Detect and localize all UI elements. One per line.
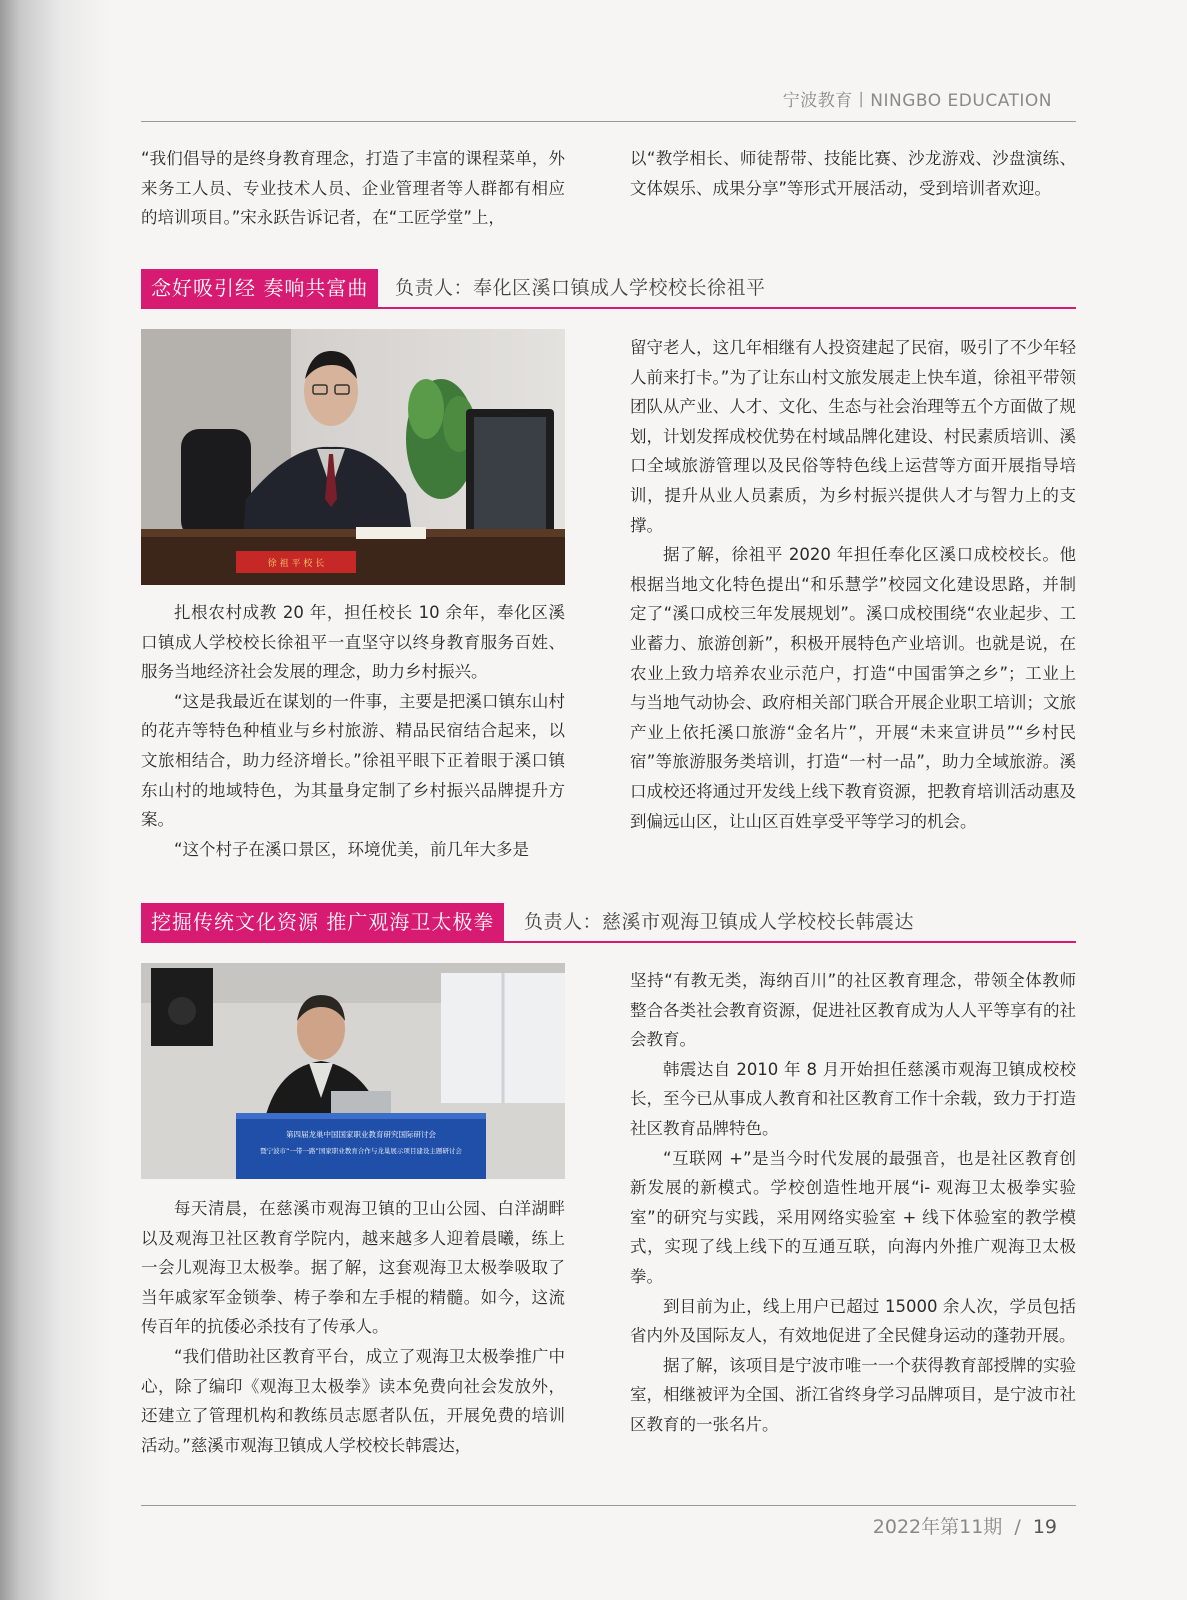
footer-divider [141, 1505, 1076, 1506]
podium-banner-line2: 暨宁波市“一带一路”国家职业教育合作与龙巢展示项目建设主题研讨会 [260, 1147, 462, 1155]
page-edge-shadow [0, 0, 110, 1600]
section2-right-paragraph: 据了解，该项目是宁波市唯一一个获得教育部授牌的实验室，相继被评为全国、浙江省终身学习品牌项目，是宁波市社区教育的一张名片。 [630, 1355, 1076, 1434]
intro-right-column [630, 144, 1076, 203]
section2-right-paragraph: 韩震达自 2010 年 8 月开始担任慈溪市观海卫镇成校校长，至今已从事成人教育和社区教育工作十余载，致力于打造社区教育品牌特色。 [630, 1059, 1076, 1138]
section2-right-continuation: 坚持“有教无类，海纳百川”的社区教育理念，带领全体教师整合各类社会教育资源，促进社区教育成为人人平等享有的社会教育。 [630, 971, 1076, 1050]
section1-right-continuation: 留守老人，这几年相继有人投资建起了民宿，吸引了不少年轻人前来打卡。”为了让东山村文旅发展走上快车道，徐祖平带领团队从产业、人才、文化、生态与社会治理等五个方面做了规划，计划发挥成校优势在村域品牌化建设、村民素质培训、溪口全域旅游管理以及民俗等特色线上运营等方面开展指导培训，提升从业人员素质，为乡村振兴提供人才与智力上的支撑。 [630, 338, 1076, 535]
section2-right-paragraph: 到目前为止，线上用户已超过 15000 余人次，学员包括省内外及国际友人，有效地促进了全民健身运动的蓬勃开展。 [630, 1296, 1076, 1346]
photo-han-zhenda [141, 963, 565, 1179]
page-footer [873, 1512, 1057, 1539]
section1-title: 念好吸引经 奏响共富曲 [141, 269, 378, 307]
section2-lead: 负责人：慈溪市观海卫镇成人学校校长韩震达 [524, 911, 915, 933]
section2-left-paragraph: “我们借助社区教育平台，成立了观海卫太极拳推广中心，除了编印《观海卫太极拳》读本免费向社会发放外，还建立了管理机构和教练员志愿者队伍，开展免费的培训活动。”慈溪市观海卫镇成人学校校长韩震达， [141, 1346, 565, 1455]
section2-right-column [630, 966, 1076, 1440]
speaker-podium-image [141, 963, 565, 1179]
section1-left-paragraph: “这个村子在溪口景区，环境优美，前几年大多是 [174, 839, 530, 859]
section1-heading-bar [141, 269, 1076, 309]
section1-left-paragraph: 扎根农村成教 20 年，担任校长 10 余年，奉化区溪口镇成人学校校长徐祖平一直坚守以终身教育服务百姓、服务当地经济社会发展的理念，助力乡村振兴。 [141, 603, 565, 682]
nameplate-text: 徐 祖 平 校 长 [267, 559, 325, 569]
podium-banner-line1: 第四届龙巢中国国家职业教育研究国际研讨会 [286, 1130, 436, 1139]
photo-xu-zuping [141, 329, 565, 585]
section1-right-column [630, 333, 1076, 836]
section2-title: 挖掘传统文化资源 推广观海卫太极拳 [141, 903, 504, 941]
section2-left-column [141, 1194, 565, 1460]
section2-left-paragraph: 每天清晨，在慈溪市观海卫镇的卫山公园、白洋湖畔以及观海卫社区教育学院内，越来越多人迎着晨曦，练上一会儿观海卫太极拳。据了解，这套观海卫太极拳吸取了当年戚家军金锁拳、梼子拳和左手棍的精髓。如今，这流传百年的抗倭必杀技有了传承人。 [141, 1199, 565, 1337]
intro-left-column [141, 144, 565, 233]
section1-lead: 负责人：奉化区溪口镇成人学校校长徐祖平 [395, 277, 766, 299]
portrait-office-image [141, 329, 565, 585]
running-header: 宁波教育丨NINGBO EDUCATION [782, 91, 1052, 111]
intro-right-text: 以“教学相长、师徒帮带、技能比赛、沙龙游戏、沙盘演练、文体娱乐、成果分享”等形式开展活动，受到培训者欢迎。 [630, 149, 1076, 198]
header-divider [141, 121, 1076, 122]
section1-left-column [141, 598, 565, 864]
page-number: 19 [1032, 1516, 1057, 1538]
section2-right-paragraph: “互联网 +”是当今时代发展的最强音，也是社区教育创新发展的新模式。学校创造性地开展“i- 观海卫太极拳实验室”的研究与实践，采用网络实验室 + 线下体验室的教学模式，实现了线上线下的互通互联，向海内外推广观海卫太极拳。 [630, 1148, 1076, 1286]
section1-right-paragraph: 据了解，徐祖平 2020 年担任奉化区溪口成校校长。他根据当地文化特色提出“和乐慧学”校园文化建设思路，并制定了“溪口成校三年发展规划”。溪口成校围绕“农业起步、工业蓄力、旅游创新”，积极开展特色产业培训。也就是说，在农业上致力培养农业示范户，打造“中国雷笋之乡”；工业上与当地气动协会、政府相关部门联合开展企业职工培训；文旅产业上依托溪口旅游“金名片”，开展“未来宣讲员”“乡村民宿”等旅游服务类培训，打造“一村一品”，助力全域旅游。溪口成校还将通过开发线上线下教育资源，把教育培训活动惠及到偏远山区，让山区百姓享受平等学习的机会。 [630, 545, 1076, 831]
intro-left-text: “我们倡导的是终身教育理念，打造了丰富的课程菜单，外来务工人员、专业技术人员、企业管理者等人群都有相应的培训项目。”宋永跃告诉记者，在“工匠学堂”上， [141, 149, 565, 228]
section1-left-paragraph: “这是我最近在谋划的一件事，主要是把溪口镇东山村的花卉等特色种植业与乡村旅游、精品民宿结合起来，以文旅相结合，助力经济增长。”徐祖平眼下正着眼于溪口镇东山村的地域特色，为其量身定制了乡村振兴品牌提升方案。 [141, 691, 565, 830]
section2-heading-bar [141, 903, 1076, 943]
footer-separator: / [1014, 1516, 1021, 1538]
issue-label: 2022年第11期 [872, 1516, 1003, 1538]
